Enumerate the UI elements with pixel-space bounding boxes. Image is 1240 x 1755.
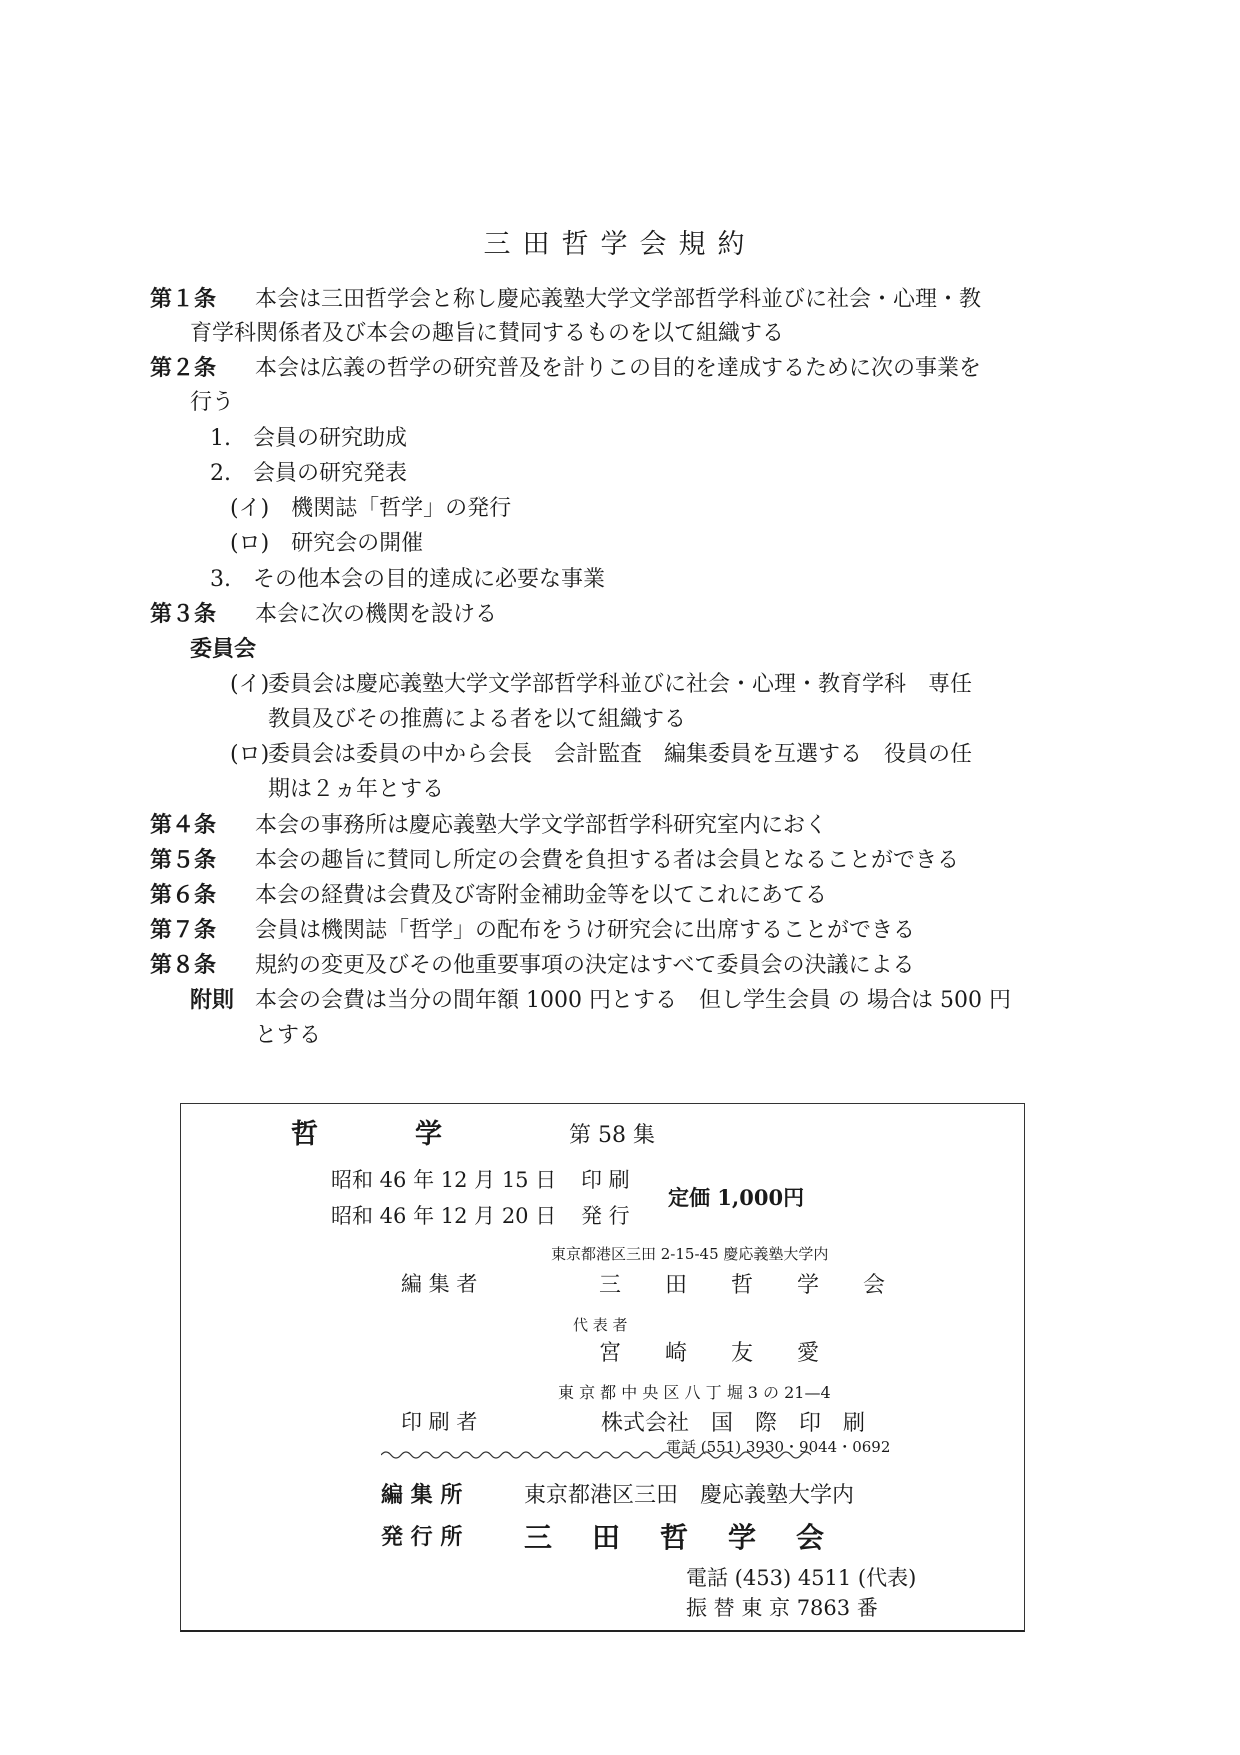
article-3-sub-1-line-2: 教員及びその推薦による者を以て組織する bbox=[268, 707, 687, 732]
article-1-label: 第１条 bbox=[150, 286, 217, 312]
article-7-label: 第７条 bbox=[150, 917, 217, 943]
article-7-text: 会員は機関誌「哲学」の配布をうけ研究会に出席することができる bbox=[255, 918, 916, 943]
editor-label: 編 集 者 bbox=[401, 1272, 478, 1296]
publisher-name: 三 田 哲 学 会 bbox=[524, 1521, 831, 1554]
representative-label: 代 表 者 bbox=[573, 1316, 628, 1334]
article-2-line-1: 本会は広義の哲学の研究普及を計りこの目的を達成するために次の事業を bbox=[255, 356, 982, 381]
article-1-line-2: 育学科関係者及び本会の趣旨に賛同するものを以て組織する bbox=[190, 321, 785, 346]
article-3-heading: 委員会 bbox=[190, 636, 257, 662]
volume-number: 第 58 集 bbox=[569, 1123, 655, 1148]
supplementary-label: 附則 bbox=[190, 987, 235, 1013]
article-3-sub-1-line-1: 委員会は慶応義塾大学文学部哲学科並びに社会・心理・教育学科 専任 bbox=[268, 672, 973, 697]
article-3-sub-2-line-1: 委員会は委員の中から会長 会計監査 編集委員を互選する 役員の任 bbox=[268, 742, 973, 767]
article-2-label: 第２条 bbox=[150, 355, 217, 381]
publisher-label: 発 行 所 bbox=[381, 1524, 463, 1550]
article-2-sub-1: (イ) 機関誌「哲学」の発行 bbox=[230, 496, 512, 521]
colophon-box bbox=[180, 1103, 1025, 1632]
wavy-divider bbox=[381, 1449, 811, 1461]
editor-name: 三 田 哲 学 会 bbox=[599, 1273, 886, 1298]
article-2-item-1: 1. 会員の研究助成 bbox=[210, 426, 407, 451]
printed-date: 昭和 46 年 12 月 15 日 bbox=[331, 1168, 557, 1192]
printer-address: 東 京 都 中 央 区 八 丁 堀 3 の 21—4 bbox=[558, 1383, 831, 1402]
article-3-label: 第３条 bbox=[150, 601, 217, 627]
article-4-label: 第４条 bbox=[150, 812, 217, 838]
article-2-sub-2: (ロ) 研究会の開催 bbox=[230, 531, 424, 556]
printer-name: 株式会社 国 際 印 刷 bbox=[601, 1411, 866, 1436]
supplementary-line-2: とする bbox=[255, 1023, 322, 1048]
article-6-label: 第６条 bbox=[150, 882, 217, 908]
article-5-text: 本会の趣旨に賛同し所定の会費を負担する者は会員となることができる bbox=[255, 848, 960, 873]
editor-address: 東京都港区三田 2-15-45 慶応義塾大学内 bbox=[551, 1245, 829, 1263]
article-1-line-1: 本会は三田哲学会と称し慶応義塾大学文学部哲学科並びに社会・心理・教 bbox=[255, 287, 982, 312]
printed-label: 印 刷 bbox=[581, 1168, 630, 1192]
article-3-sub-1-mark: (イ) bbox=[230, 672, 270, 697]
article-2-item-2: 2. 会員の研究発表 bbox=[210, 461, 407, 486]
article-5-label: 第５条 bbox=[150, 847, 217, 873]
article-6-text: 本会の経費は会費及び寄附金補助金等を以てこれにあてる bbox=[255, 883, 828, 908]
article-2-line-2: 行う bbox=[190, 390, 235, 415]
issued-date: 昭和 46 年 12 月 20 日 bbox=[331, 1204, 557, 1228]
representative-name: 宮 崎 友 愛 bbox=[599, 1341, 820, 1366]
editorial-office-label: 編 集 所 bbox=[381, 1482, 463, 1508]
article-3-sub-2-line-2: 期は２ヵ年とする bbox=[268, 777, 445, 802]
issued-label: 発 行 bbox=[581, 1204, 630, 1228]
article-8-text: 規約の変更及びその他重要事項の決定はすべて委員会の決議による bbox=[255, 953, 915, 978]
document-title: 三田哲学会規約 bbox=[483, 229, 757, 260]
publisher-phone: 電話 (453) 4511 (代表) bbox=[686, 1566, 917, 1590]
price: 定価 1,000円 bbox=[668, 1185, 805, 1210]
article-3-line-1: 本会に次の機関を設ける bbox=[255, 602, 498, 627]
supplementary-line-1: 本会の会費は当分の間年額 1000 円とする 但し学生会員 の 場合は 500 円 bbox=[255, 988, 1011, 1013]
article-4-text: 本会の事務所は慶応義塾大学文学部哲学科研究室内におく bbox=[255, 813, 828, 838]
article-2-item-3: 3. その他本会の目的達成に必要な事業 bbox=[210, 567, 605, 592]
article-3-sub-2-mark: (ロ) bbox=[230, 742, 270, 767]
journal-name: 哲 学 bbox=[291, 1119, 446, 1150]
editorial-office-address: 東京都港区三田 慶応義塾大学内 bbox=[524, 1483, 855, 1508]
article-8-label: 第８条 bbox=[150, 952, 217, 978]
publisher-transfer: 振 替 東 京 7863 番 bbox=[686, 1596, 878, 1620]
printer-label: 印 刷 者 bbox=[401, 1410, 478, 1434]
printer-phone: 電話 (551) 3930・9044・0692 bbox=[666, 1438, 891, 1456]
